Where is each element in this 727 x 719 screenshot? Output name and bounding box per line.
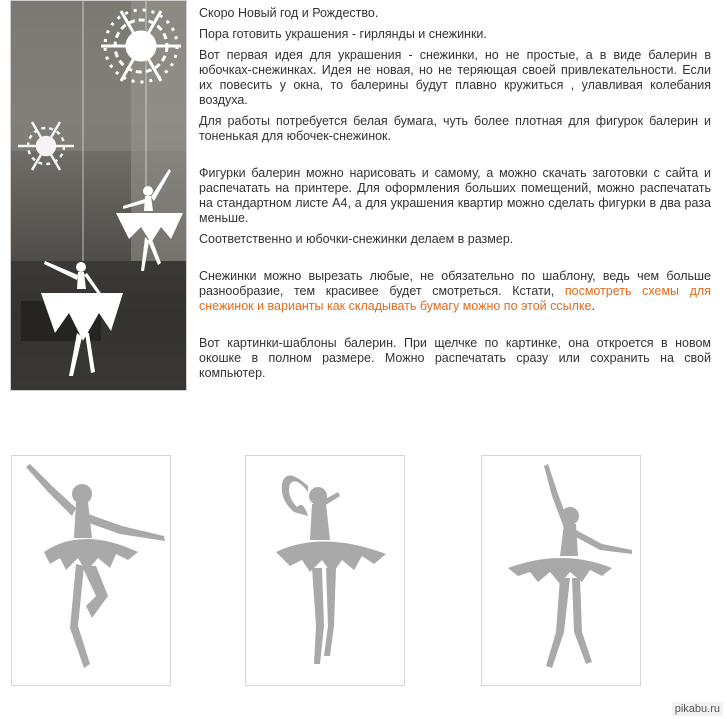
ballerina-template-2[interactable] [245, 455, 405, 686]
article-paragraph: Фигурки балерин можно нарисовать и самому, а можно скачать заготовки с сайта и распечатать на принтере. Для оформления больших помещений, можно распечатать на стандартном листе А4, а для украшения квартир можно сделать фигурки в два раза меньше. [199, 166, 711, 225]
pikabu-watermark: pikabu.ru [672, 702, 723, 716]
ballerina-decoration-photo [10, 0, 187, 391]
article-paragraph-with-link [199, 269, 711, 314]
article-paragraph: Для работы потребуется белая бумага, чуть более плотная для фигурок балерин и тоненькая для юбочек-снежинок. [199, 114, 711, 143]
link-suffix-text: . [591, 299, 595, 313]
ballerina-template-3[interactable] [481, 455, 641, 686]
ballerina-silhouette-1-icon [12, 456, 170, 685]
ballerina-template-1[interactable] [11, 455, 171, 686]
article-paragraph: Вот первая идея для украшения - снежинки, но не простые, а в виде балерин в юбочках-снежинках. Идея не новая, но не теряющая своей привлекательности. Если их повесить у окна, то балерины будут плавно кружиться , улавливая колебания воздуха. [199, 48, 711, 107]
ballerina-silhouette-2-icon [246, 456, 404, 685]
article-paragraph: Вот картинки-шаблоны балерин. При щелчке по картинке, она откроется в новом окошке в полном размере. Можно распечатать сразу или сохранить на свой компьютер. [199, 336, 711, 380]
ballerina-silhouette-3-icon [482, 456, 640, 685]
link-prefix-text: Снежинки можно вырезать любые, не обязательно по шаблону, ведь чем больше разнообразие, тем красивее будет смотреться. Кстати, [199, 269, 711, 298]
article-paragraph: Пора готовить украшения - гирлянды и снежинки. [199, 27, 487, 41]
snowflake-schemes-link[interactable]: посмотреть схемы для снежинок и варианты как складывать бумагу можно по этой ссылке [199, 284, 711, 313]
article-text [199, 6, 711, 387]
article-paragraph: Соответственно и юбочки-снежинки делаем в размер. [199, 232, 514, 246]
article-paragraph: Скоро Новый год и Рождество. [199, 6, 379, 20]
